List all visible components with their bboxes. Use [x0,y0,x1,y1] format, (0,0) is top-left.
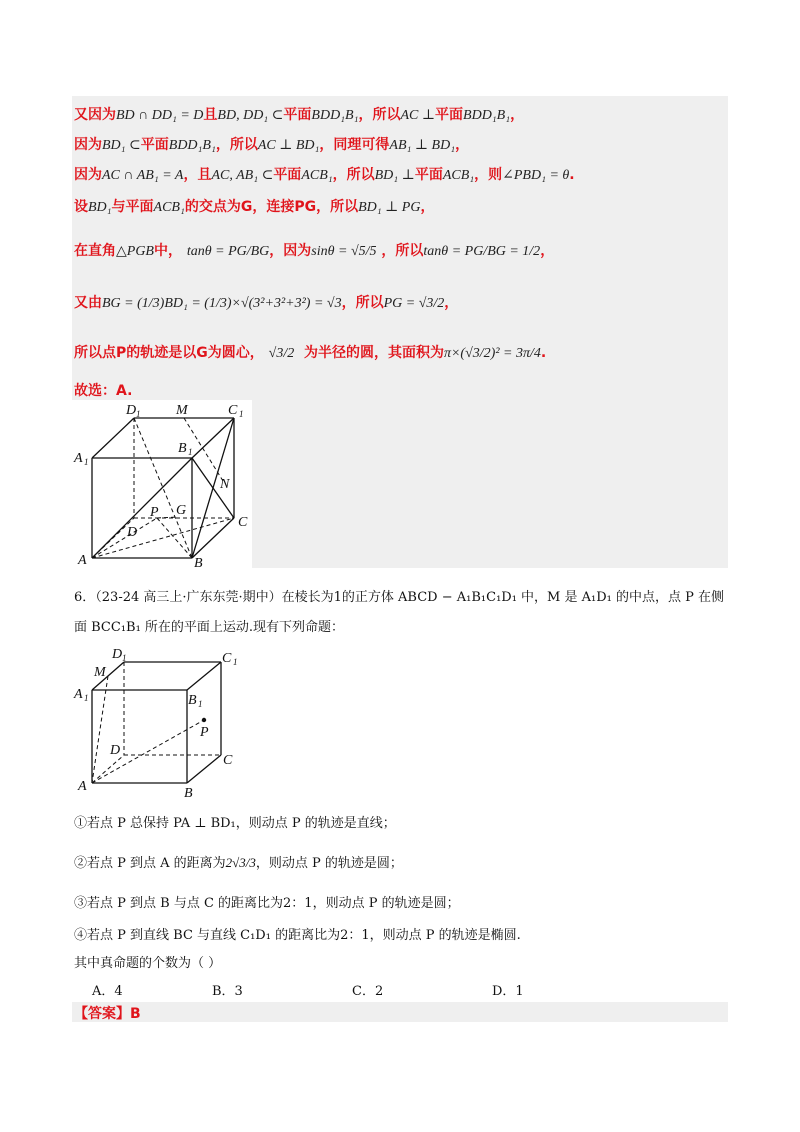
cube-figure-2 [72,640,252,800]
sub-A1: 1 [84,457,89,467]
sub-C1: 1 [239,409,244,419]
sub-A1: 1 [84,693,89,703]
label-D: D [127,525,138,540]
segment-MA [92,676,108,783]
point-P [202,718,206,722]
solution-line-1: 又因为BD ∩ DD₁ = D且BD, DD₁ ⊂平面BDD₁B₁，所以AC ⊥平面BDD₁B₁， [74,107,525,123]
label-P: P [150,505,159,520]
label-C: C [223,753,233,768]
answer-bar [72,1002,728,1022]
edge-B1C1 [187,662,221,690]
solution-line-3: 因为AC ∩ AB₁ = A，且AC, AB₁ ⊂平面ACB₁，所以BD₁ ⊥平面ACB₁，则∠PBD₁ = θ. [74,167,575,183]
solution-line-4: 设BD₁与平面ACB₁的交点为G，连接PG，所以BD₁ ⊥ PG， [74,199,435,215]
option-c[interactable]: C．2 [352,984,384,999]
label-B: B [194,556,203,568]
solution-line-6: 又由BG = (1/3)BD₁ = (1/3)×√(3²+3²+3²) = √3，所以PG = √3/2， [74,295,459,311]
label-C1: C [222,651,232,666]
option-a[interactable]: A．4 [92,984,123,999]
option-d[interactable]: D．1 [492,984,524,999]
sub-B1: 1 [188,447,193,457]
cube-figure-1 [72,400,252,568]
question-ask: 其中真命题的个数为（ ） [74,956,222,971]
label-B1: B [188,693,197,708]
edge-AD [92,755,124,783]
label-M: M [94,665,106,680]
label-G: G [176,503,187,518]
label-M: M [176,403,188,418]
label-B1: B [178,441,187,456]
label-A: A [78,779,87,794]
solution-line-7: 所以点P的轨迹是以G为圆心， √3/2 为半径的圆，其面积为π×(√3/2)² = 3π/4. [74,345,547,361]
option-b[interactable]: B．3 [212,984,243,999]
label-A: A [78,553,87,568]
sub-D1: 1 [136,409,141,419]
solution-conclusion: 故选：A. [74,383,133,399]
label-P: P [200,725,209,740]
question-line-2: 面 BCC₁B₁ 所在的平面上运动.现有下列命题： [74,620,345,635]
label-A1: A [74,687,83,702]
edge-BC [187,755,221,783]
sub-D1: 1 [122,653,127,663]
label-D: D [110,743,121,758]
label-D1: D [112,647,123,662]
question-line-1: 6．（23-24 高三上·广东东莞·期中）在棱长为1的正方体 ABCD − A₁B₁C₁D₁ 中，M 是 A₁D₁ 的中点，点 P 在侧 [74,590,725,605]
label-C1: C [228,403,238,418]
statement-3: ③若点 P 到点 B 与点 C 的距离比为2：1，则动点 P 的轨迹是圆； [74,896,460,911]
label-N: N [220,477,230,492]
solution-line-5: 在直角△PGB中， tanθ = PG/BG，因为sinθ = √5/5 ，所以tanθ = PG/BG = 1/2， [74,243,555,259]
label-C: C [238,515,248,530]
solution-line-2: 因为BD₁ ⊂平面BDD₁B₁，所以AC ⊥ BD₁，同理可得AB₁ ⊥ BD₁， [74,137,470,153]
sub-B1: 1 [198,699,203,709]
label-D1: D [126,403,137,418]
statement-1: ①若点 P 总保持 PA ⊥ BD₁，则动点 P 的轨迹是直线； [74,816,396,831]
sub-C1: 1 [233,657,238,667]
statement-4: ④若点 P 到直线 BC 与直线 C₁D₁ 的距离比为2：1，则动点 P 的轨迹是椭圆. [74,928,521,943]
label-A1: A [74,451,83,466]
answer-label: 【答案】B [74,1006,141,1022]
label-B: B [184,786,193,800]
statement-2: ②若点 P 到点 A 的距离为2√3/3，则动点 P 的轨迹是圆； [74,855,403,871]
